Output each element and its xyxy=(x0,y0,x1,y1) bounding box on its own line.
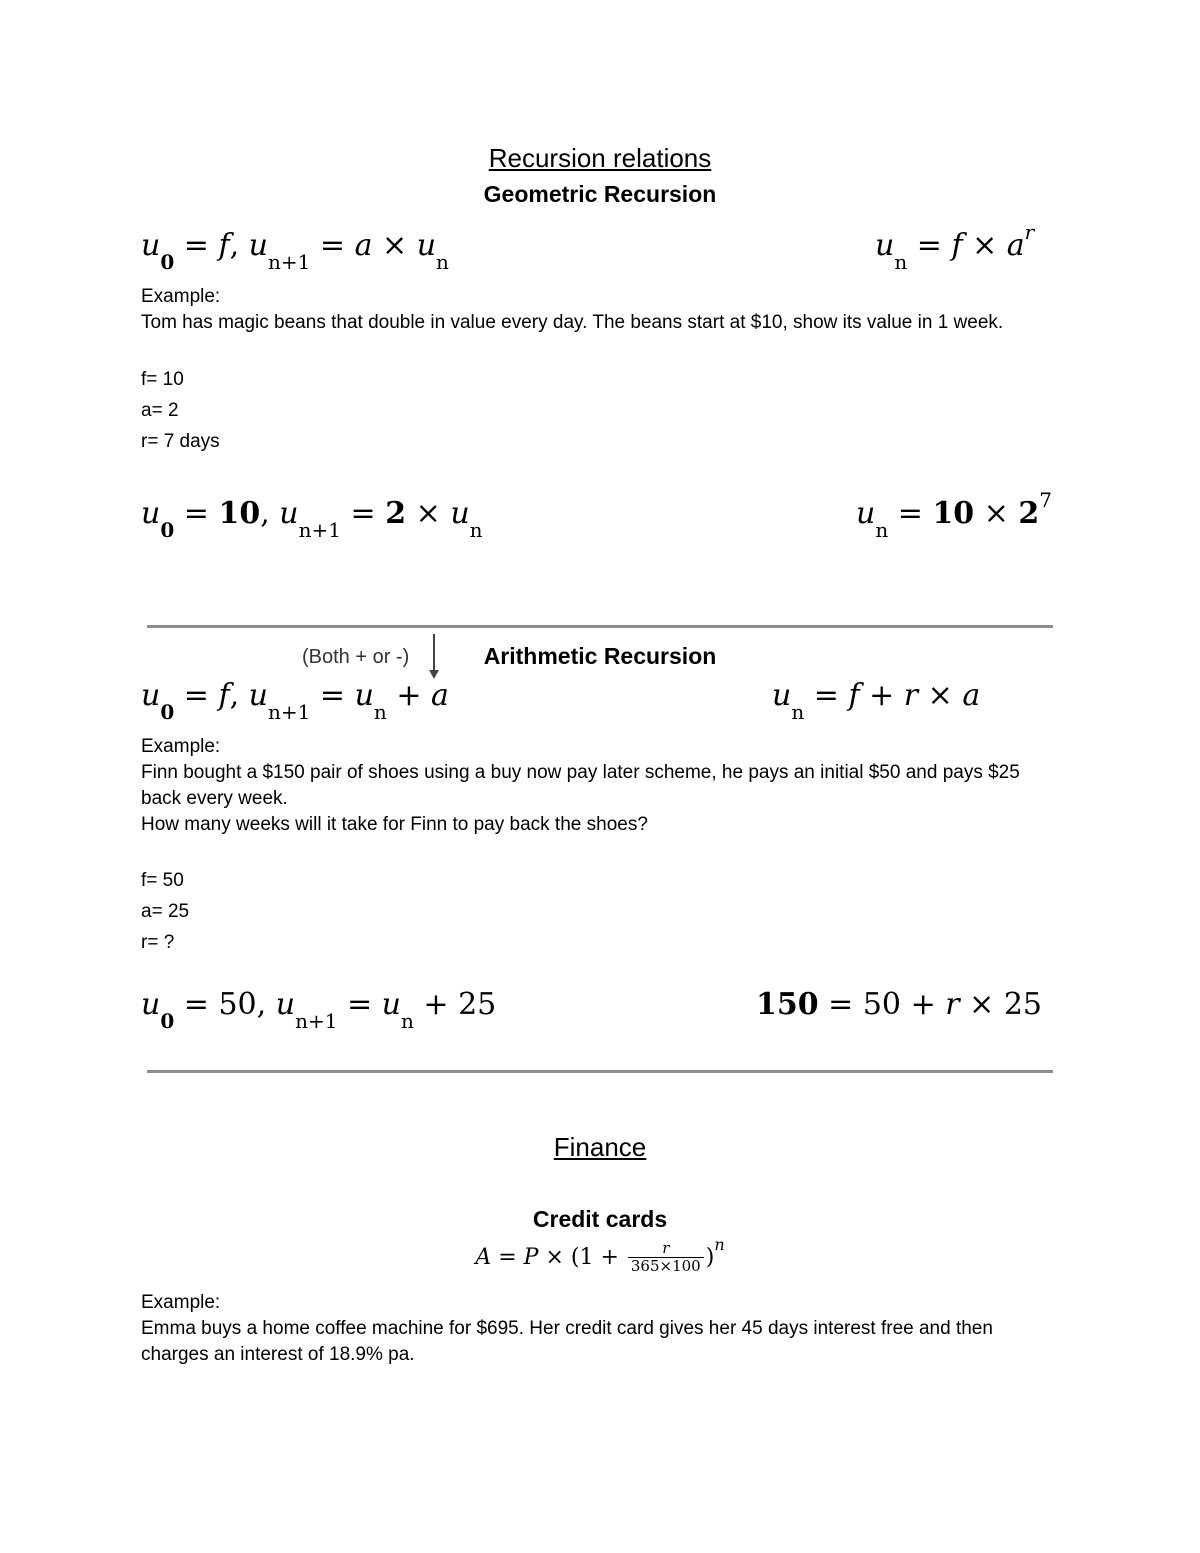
example-text: Emma buys a home coffee machine for $695. Her credit card gives her 45 days interest free and then charges an interest of 18.9% pa. xyxy=(141,1318,993,1365)
value-line: r= 7 days xyxy=(141,431,220,452)
example-label: Example: xyxy=(141,1292,221,1313)
section-divider xyxy=(147,625,1053,628)
arithmetic-general-term-formula: $u_n = f + r \times a$ xyxy=(772,678,981,724)
credit-card-example xyxy=(141,1290,1061,1368)
credit-cards-heading: Credit cards xyxy=(532,1206,668,1232)
arithmetic-example xyxy=(141,734,1061,838)
geometric-recursion-formula: $u_0 = f$, $u_{n+1} = a \times u_n$ xyxy=(141,228,449,274)
value-line: r= ? xyxy=(141,932,175,953)
example-label: Example: xyxy=(141,736,221,757)
arithmetic-worked-general-term: 150 = 50 + r × 25 xyxy=(756,987,1042,1022)
credit-card-formula: A = P × (1 + $\frac{r}{365\times 100}$ )$^n$ xyxy=(475,1234,725,1275)
example-label: Example: xyxy=(141,286,221,307)
value-line: f= 10 xyxy=(141,369,184,390)
geometric-general-term-formula: $u_n = f \times a^r$ xyxy=(875,220,1035,274)
both-plus-minus-note: (Both + or -) xyxy=(302,646,410,668)
page-title: Recursion relations xyxy=(488,143,712,173)
interest-fraction: $\frac{r}{365\times 100}$ xyxy=(628,1240,704,1275)
geometric-values xyxy=(141,364,1061,457)
value-line: a= 25 xyxy=(141,901,190,922)
geometric-worked-general-term: $u_n = 10 \times 2^7$ xyxy=(856,488,1053,542)
finance-title: Finance xyxy=(553,1132,647,1162)
geometric-worked-recursion: $u_0 = 10$, $u_{n+1} = 2 \times u_n$ xyxy=(141,496,483,542)
geometric-example xyxy=(141,284,1061,336)
example-text: Finn bought a $150 pair of shoes using a buy now pay later scheme, he pays an initial $50 and pays $25 back every week. xyxy=(141,762,1020,809)
arithmetic-heading: Arithmetic Recursion xyxy=(483,643,717,669)
geometric-heading: Geometric Recursion xyxy=(483,181,717,207)
example-text: Tom has magic beans that double in value every day. The beans start at $10, show its value in 1 week. xyxy=(141,312,1004,333)
value-line: a= 2 xyxy=(141,400,179,421)
arithmetic-worked-recursion: $u_0 = 50$, $u_{n+1} = u_n + 25$ xyxy=(141,987,497,1033)
example-question: How many weeks will it take for Finn to pay back the shoes? xyxy=(141,814,648,835)
value-line: f= 50 xyxy=(141,870,184,891)
arithmetic-values xyxy=(141,865,1061,958)
section-divider xyxy=(147,1070,1053,1073)
arithmetic-recursion-formula: $u_0 = f$, $u_{n+1} = u_n + a$ xyxy=(141,678,449,724)
